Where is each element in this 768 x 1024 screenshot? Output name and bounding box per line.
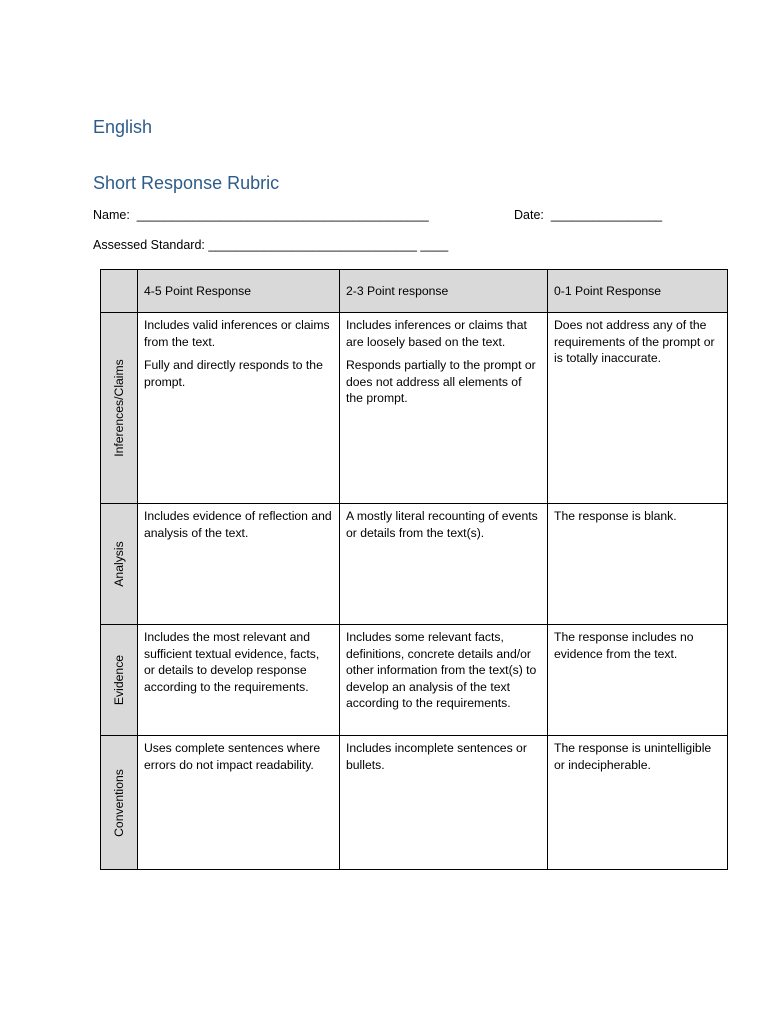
rubric-row-inferences-claims (101, 313, 728, 504)
rubric-cell (340, 504, 548, 625)
criteria-text: Includes incomplete sentences or bullets. (346, 741, 527, 772)
rubric-cell (548, 625, 728, 736)
assessed-standard-field[interactable]: Assessed Standard: ______________________________ ____ (93, 238, 449, 252)
rubric-header-row (101, 270, 728, 313)
rubric-cell (138, 736, 340, 870)
criteria-text: Uses complete sentences where errors do not impact readability. (144, 741, 321, 772)
rubric-cell (340, 736, 548, 870)
criteria-text: Includes valid inferences or claims from the text. (144, 318, 330, 349)
row-label: Evidence (111, 654, 126, 706)
criteria-text: Includes evidence of reflection and analysis of the text. (144, 509, 332, 540)
date-field[interactable]: Date: ________________ (514, 208, 663, 222)
row-label-cell (101, 625, 138, 736)
rubric-cell (340, 625, 548, 736)
criteria-text: Includes some relevant facts, definitions, concrete details and/or other information from the text(s) to develop an analysis of the text according to the requirements. (346, 630, 537, 710)
rubric-row-evidence (101, 625, 728, 736)
column-header: 2-3 Point response (340, 270, 548, 313)
row-label-cell (101, 313, 138, 504)
criteria-text: A mostly literal recounting of events or details from the text(s). (346, 509, 538, 540)
criteria-text: Responds partially to the prompt or does not address all elements of the prompt. (346, 358, 536, 405)
row-label-cell (101, 736, 138, 870)
criteria-text: The response is unintelligible or indecipherable. (554, 741, 712, 772)
criteria-text: Fully and directly responds to the prompt. (144, 358, 323, 389)
row-label: Inferences/Claims (111, 359, 126, 457)
criteria-text: The response includes no evidence from the text. (554, 630, 694, 661)
name-field[interactable]: Name: __________________________________________ (93, 208, 429, 222)
corner-cell (101, 270, 138, 313)
criteria-text: Includes inferences or claims that are loosely based on the text. (346, 318, 527, 349)
row-label: Analysis (111, 541, 126, 587)
rubric-cell (548, 736, 728, 870)
criteria-text: Does not address any of the requirements of the prompt or is totally inaccurate. (554, 318, 715, 365)
criteria-text: Includes the most relevant and sufficient textual evidence, facts, or details to develop response according to the requirements. (144, 630, 320, 694)
subject-heading: English (93, 117, 153, 137)
rubric-cell (138, 625, 340, 736)
rubric-row-analysis (101, 504, 728, 625)
rubric-cell (138, 313, 340, 504)
rubric-cell (138, 504, 340, 625)
rubric-row-conventions (101, 736, 728, 870)
rubric-cell (548, 504, 728, 625)
criteria-text: The response is blank. (554, 509, 677, 523)
row-label-cell (101, 504, 138, 625)
column-header: 0-1 Point Response (548, 270, 728, 313)
rubric-cell (340, 313, 548, 504)
rubric-cell (548, 313, 728, 504)
page-title: Short Response Rubric (93, 173, 280, 193)
rubric-table (100, 269, 728, 870)
column-header: 4-5 Point Response (138, 270, 340, 313)
row-label: Conventions (111, 768, 126, 837)
